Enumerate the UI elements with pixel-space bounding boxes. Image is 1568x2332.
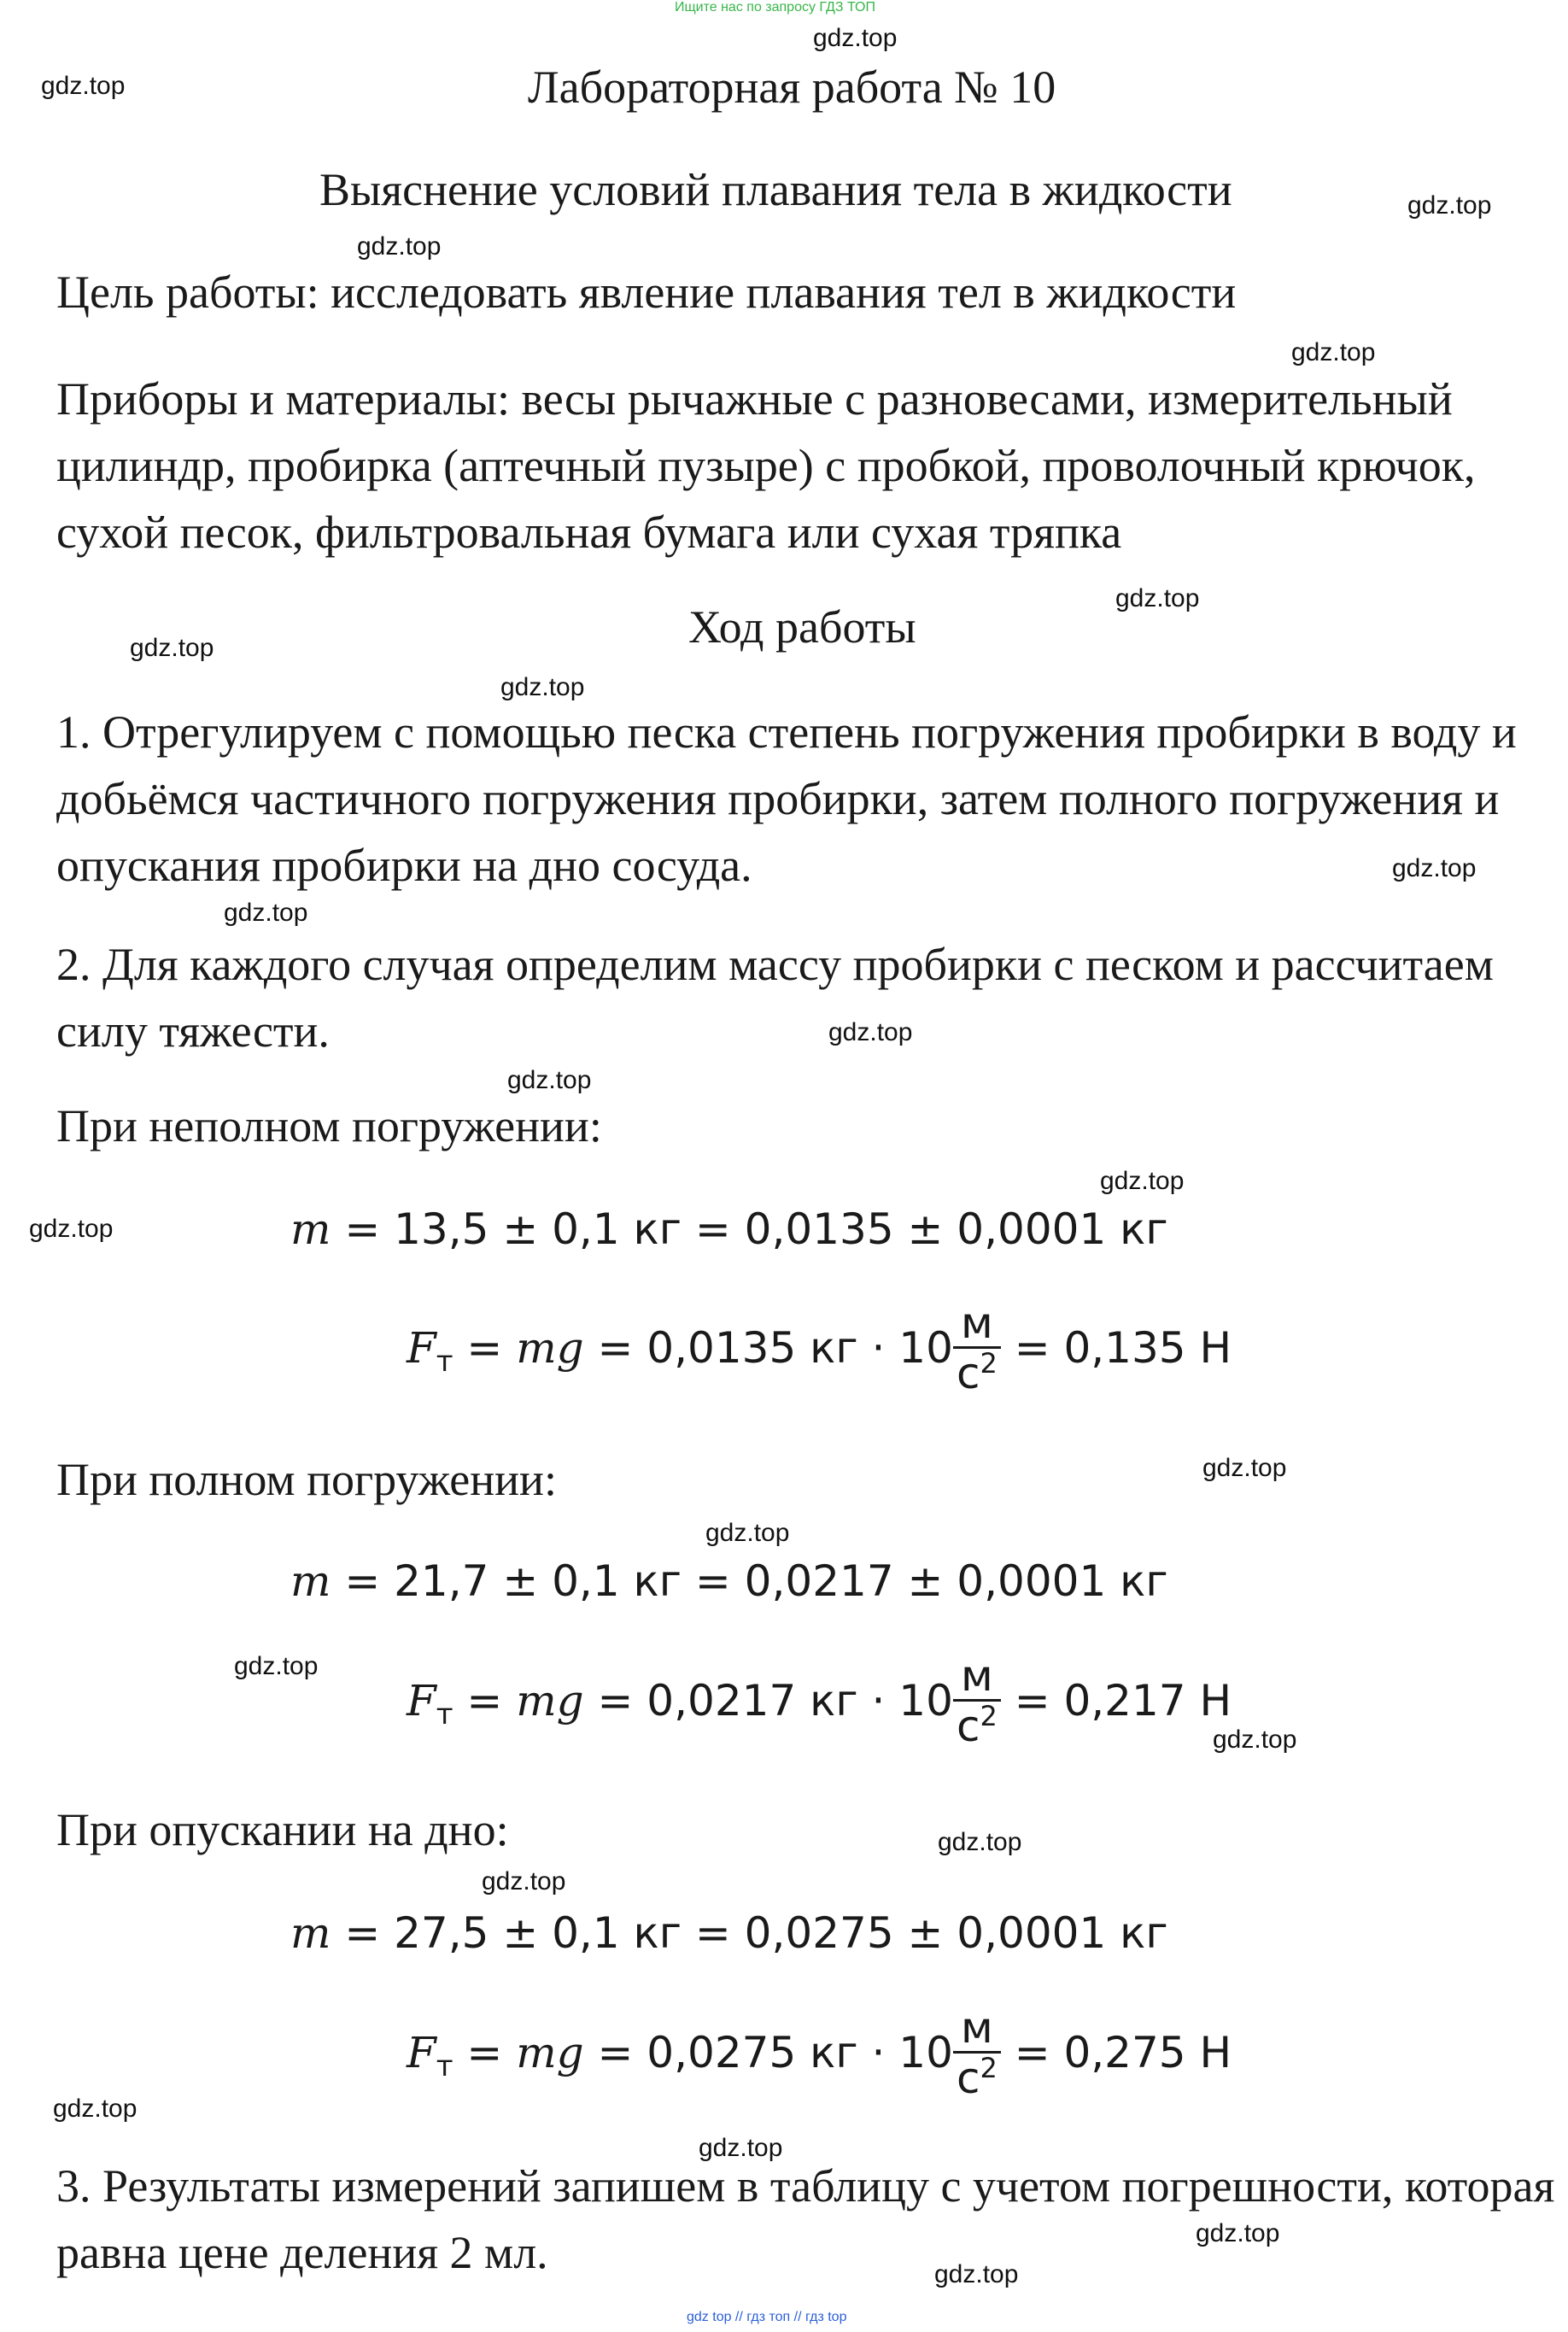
- force-mg: mg: [516, 1675, 584, 1726]
- force-expression: = 0,0135 кг · 10: [583, 1322, 953, 1373]
- watermark: gdz.top: [234, 1652, 319, 1680]
- force-mg: mg: [516, 1322, 584, 1373]
- case-heading: При полном погружении:: [56, 1454, 557, 1505]
- mass-variable: m: [290, 1908, 331, 1958]
- watermark: gdz.top: [482, 1867, 566, 1895]
- force-equals: =: [453, 1675, 517, 1726]
- unit-numerator: м: [953, 1301, 1001, 1349]
- force-mg: mg: [516, 2027, 584, 2077]
- watermark: gdz.top: [1291, 338, 1376, 366]
- force-result: = 0,275 Н: [1000, 2027, 1232, 2077]
- mass-expression: = 13,5 ± 0,1 кг = 0,0135 ± 0,0001 кг: [331, 1204, 1168, 1254]
- unit-denominator: [953, 1346, 1001, 1398]
- watermark: gdz.top: [29, 1215, 114, 1243]
- watermark: gdz.top: [828, 1018, 913, 1046]
- watermark: gdz.top: [224, 899, 308, 927]
- watermark: gdz.top: [699, 2134, 783, 2162]
- unit-power: 2: [980, 2051, 998, 2084]
- force-subscript: т: [436, 2048, 453, 2083]
- force-subscript: т: [436, 1696, 453, 1731]
- goal-text: Цель работы: исследовать явление плавания тел в жидкости: [56, 267, 1237, 318]
- force-formula: [407, 1298, 1232, 1399]
- unit-numerator: м: [953, 1654, 1001, 1702]
- case-heading: При неполном погружении:: [56, 1100, 602, 1151]
- step-3-text: 3. Результаты измерений запишем в таблицу с учетом погрешности, которая равна цене деления 2 мл.: [56, 2160, 1555, 2278]
- unit-power: 2: [980, 1699, 998, 1732]
- force-formula: [407, 2003, 1232, 2104]
- unit-numerator: м: [953, 2006, 1001, 2054]
- force-expression: = 0,0275 кг · 10: [583, 2027, 953, 2077]
- unit-fraction: [953, 2003, 1001, 2103]
- mass-expression: = 27,5 ± 0,1 кг = 0,0275 ± 0,0001 кг: [331, 1908, 1168, 1958]
- watermark: gdz.top: [53, 2095, 137, 2123]
- page-subtitle: Выяснение условий плавания тела в жидкости: [319, 164, 1232, 215]
- watermark: gdz.top: [1196, 2219, 1280, 2247]
- page-title: Лабораторная работа № 10: [528, 62, 1056, 113]
- watermark: gdz.top: [813, 24, 898, 52]
- force-formula: [407, 1651, 1232, 1752]
- unit-denominator-base: с: [956, 2053, 980, 2103]
- unit-denominator-base: с: [956, 1348, 980, 1398]
- unit-denominator-base: с: [956, 1701, 980, 1751]
- step-2-text: 2. Для каждого случая определим массу пробирки с песком и рассчитаем силу тяжести.: [56, 939, 1494, 1057]
- watermark: gdz.top: [938, 1828, 1022, 1856]
- force-variable: F: [407, 2027, 436, 2077]
- force-result: = 0,217 Н: [1000, 1675, 1232, 1726]
- top-note: Ищите нас по запросу ГДЗ ТОП: [675, 0, 875, 15]
- mass-expression: = 21,7 ± 0,1 кг = 0,0217 ± 0,0001 кг: [331, 1556, 1168, 1606]
- watermark: gdz.top: [934, 2260, 1019, 2288]
- watermark: gdz.top: [1392, 854, 1477, 882]
- watermark: gdz.top: [1407, 191, 1492, 220]
- force-subscript: т: [436, 1344, 453, 1379]
- force-variable: F: [407, 1675, 436, 1726]
- case-heading: При опускании на дно:: [56, 1804, 509, 1855]
- mass-formula: [290, 1204, 1168, 1254]
- progress-heading: Ход работы: [688, 601, 916, 653]
- force-equals: =: [453, 1322, 517, 1373]
- force-equals: =: [453, 2027, 517, 2077]
- mass-formula: [290, 1908, 1168, 1958]
- force-expression: = 0,0217 кг · 10: [583, 1675, 953, 1726]
- materials-text: Приборы и материалы: весы рычажные с разновесами, измерительный цилиндр, пробирка (аптечный пузыре) с пробкой, проволочный крючок, сухой песок, фильтровальная бумага или сухая тряпка: [56, 373, 1476, 558]
- mass-formula: [290, 1556, 1168, 1606]
- watermark: gdz.top: [41, 72, 126, 100]
- watermark: gdz.top: [130, 634, 214, 662]
- watermark: gdz.top: [1202, 1454, 1287, 1482]
- watermark: gdz.top: [1100, 1167, 1185, 1195]
- force-variable: F: [407, 1322, 436, 1373]
- unit-denominator: [953, 1699, 1001, 1751]
- unit-fraction: [953, 1298, 1001, 1398]
- watermark: gdz.top: [507, 1066, 592, 1094]
- watermark: gdz.top: [357, 232, 442, 261]
- unit-denominator: [953, 2051, 1001, 2103]
- mass-variable: m: [290, 1556, 331, 1606]
- watermark: gdz.top: [1213, 1726, 1297, 1754]
- watermark: gdz.top: [1115, 584, 1200, 612]
- watermark: gdz.top: [705, 1519, 790, 1547]
- footer-note: gdz top // гдз топ // гдз top: [687, 2310, 847, 2324]
- step-1-text: 1. Отрегулируем с помощью песка степень погружения пробирки в воду и добьёмся частичного погружения пробирки, затем полного погружения и опускания пробирки на дно сосуда.: [56, 706, 1517, 891]
- mass-variable: m: [290, 1204, 331, 1254]
- force-result: = 0,135 Н: [1000, 1322, 1232, 1373]
- watermark: gdz.top: [500, 673, 585, 701]
- unit-power: 2: [980, 1346, 998, 1380]
- unit-fraction: [953, 1651, 1001, 1751]
